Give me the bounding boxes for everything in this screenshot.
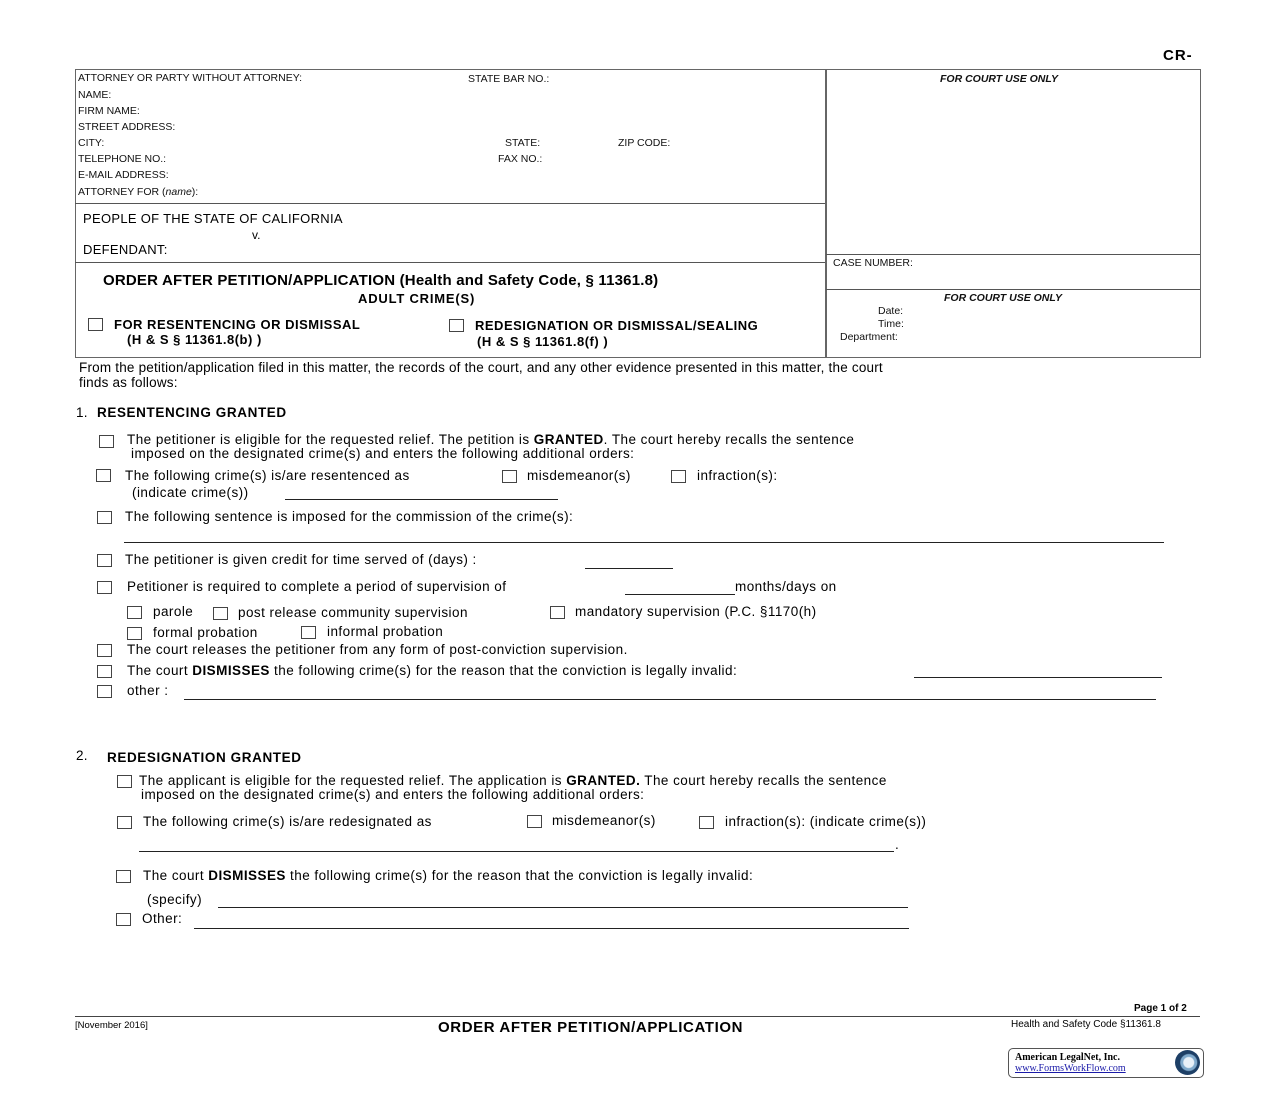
- s1-granted-checkbox[interactable]: [99, 435, 114, 448]
- s2-misdemeanor-label: misdemeanor(s): [552, 813, 656, 828]
- divider-case-number-top: [826, 254, 1200, 255]
- s1-prcs-label: post release community supervision: [238, 605, 468, 620]
- zip-code-field[interactable]: ZIP CODE:: [618, 137, 671, 149]
- email-field[interactable]: E-MAIL ADDRESS:: [78, 169, 169, 181]
- s1-indicate-crimes-input[interactable]: [285, 499, 558, 500]
- s1-misdemeanor-checkbox[interactable]: [502, 470, 517, 483]
- s2-granted-line2: imposed on the designated crime(s) and enters the following additional orders:: [141, 787, 645, 802]
- plaintiff-label: PEOPLE OF THE STATE OF CALIFORNIA: [83, 211, 343, 226]
- s1-indicate-crimes-label: (indicate crime(s)): [132, 485, 249, 500]
- s1-granted-post: . The court hereby recalls the sentence: [603, 432, 855, 447]
- case-number-field[interactable]: CASE NUMBER:: [833, 257, 913, 269]
- s1-mandatory-label: mandatory supervision (P.C. §1170(h): [575, 604, 817, 619]
- section-1-number: 1.: [76, 405, 88, 420]
- telephone-field[interactable]: TELEPHONE NO.:: [78, 153, 167, 165]
- s2-dismiss-text: [143, 868, 753, 883]
- attorney-for-field[interactable]: [78, 186, 198, 198]
- redesignation-sealing-code: (H & S § 11361.8(f) ): [477, 334, 609, 349]
- s2-redesignated-end-mark: .: [895, 837, 900, 852]
- s1-sentence-input[interactable]: [124, 542, 1164, 543]
- s1-resentenced-checkbox[interactable]: [96, 469, 111, 482]
- page-number: Page 1 of 2: [1134, 1003, 1187, 1014]
- s1-parole-label: parole: [153, 604, 194, 619]
- revision-date: [November 2016]: [75, 1020, 148, 1031]
- s2-redesignated-crimes-input[interactable]: [139, 851, 894, 852]
- s2-other-input[interactable]: [194, 928, 909, 929]
- city-field[interactable]: CITY:: [78, 137, 105, 149]
- s1-sentence-checkbox[interactable]: [97, 511, 112, 524]
- s2-granted-bold: GRANTED.: [566, 773, 641, 788]
- redesignation-sealing-checkbox[interactable]: [449, 319, 464, 332]
- american-legalnet-logo[interactable]: [1008, 1048, 1204, 1078]
- street-address-field[interactable]: STREET ADDRESS:: [78, 121, 176, 133]
- section-1-heading: RESENTENCING GRANTED: [97, 405, 287, 420]
- attorney-for-italic: name: [165, 186, 192, 198]
- attorney-for-suffix: ):: [191, 186, 199, 198]
- resentencing-dismissal-checkbox[interactable]: [88, 318, 103, 331]
- department-label: Department:: [840, 331, 898, 343]
- s1-granted-line2: imposed on the designated crime(s) and enters the following additional orders:: [131, 446, 635, 461]
- s1-dismiss-bold: DISMISSES: [192, 663, 270, 678]
- s2-specify-input[interactable]: [218, 907, 908, 908]
- s1-granted-text: [127, 432, 854, 447]
- divider-attorney-parties: [75, 203, 825, 204]
- attorney-for-prefix: ATTORNEY FOR (: [78, 186, 166, 198]
- s1-release-checkbox[interactable]: [97, 644, 112, 657]
- s1-other-input[interactable]: [184, 699, 1156, 700]
- logo-url-link[interactable]: www.FormsWorkFlow.com: [1015, 1063, 1126, 1074]
- s2-dismiss-checkbox[interactable]: [116, 870, 131, 883]
- s1-dismiss-post: the following crime(s) for the reason that the conviction is legally invalid:: [269, 663, 738, 678]
- divider-parties-title: [75, 262, 825, 263]
- resentencing-dismissal-label: FOR RESENTENCING OR DISMISSAL: [114, 317, 361, 332]
- form-title: ORDER AFTER PETITION/APPLICATION (Health and Safety Code, § 11361.8): [103, 272, 659, 289]
- s2-specify-label: (specify): [147, 892, 203, 907]
- date-label: Date:: [878, 305, 904, 317]
- redesignation-sealing-label: REDESIGNATION OR DISMISSAL/SEALING: [475, 318, 759, 333]
- s2-other-label: Other:: [142, 911, 183, 926]
- court-use-label-2: FOR COURT USE ONLY: [944, 292, 1063, 304]
- s1-dismiss-checkbox[interactable]: [97, 665, 112, 678]
- s1-other-checkbox[interactable]: [97, 685, 112, 698]
- s1-formal-probation-label: formal probation: [153, 625, 258, 640]
- s1-supervision-text: Petitioner is required to complete a period of supervision of: [127, 579, 507, 594]
- s2-redesignated-text: The following crime(s) is/are redesignated as: [143, 814, 432, 829]
- s1-release-text: The court releases the petitioner from any form of post-conviction supervision.: [127, 642, 628, 657]
- s1-formal-probation-checkbox[interactable]: [127, 627, 142, 640]
- s2-granted-pre: The applicant is eligible for the requested relief. The application is: [139, 773, 567, 788]
- versus-label: v.: [252, 228, 261, 242]
- s1-supervision-unit: months/days on: [735, 579, 837, 594]
- attorney-label: ATTORNEY OR PARTY WITHOUT ATTORNEY:: [78, 72, 303, 84]
- s1-supervision-checkbox[interactable]: [97, 581, 112, 594]
- s2-redesignated-checkbox[interactable]: [117, 816, 132, 829]
- defendant-field[interactable]: DEFENDANT:: [83, 242, 168, 257]
- logo-company: American LegalNet, Inc.: [1015, 1052, 1120, 1063]
- s1-parole-checkbox[interactable]: [127, 606, 142, 619]
- section-2-number: 2.: [76, 748, 88, 763]
- s1-sentence-text: The following sentence is imposed for the commission of the crime(s):: [125, 509, 574, 524]
- court-use-label: FOR COURT USE ONLY: [940, 73, 1059, 85]
- s1-dismiss-input[interactable]: [914, 677, 1162, 678]
- s1-misdemeanor-label: misdemeanor(s): [527, 468, 631, 483]
- state-field[interactable]: STATE:: [505, 137, 541, 149]
- time-label: Time:: [878, 318, 904, 330]
- name-field[interactable]: NAME:: [78, 89, 112, 101]
- s2-granted-post: The court hereby recalls the sentence: [640, 773, 887, 788]
- s1-credit-checkbox[interactable]: [97, 554, 112, 567]
- s1-credit-text: The petitioner is given credit for time served of (days) :: [125, 552, 477, 567]
- s1-resentenced-text: The following crime(s) is/are resentenced as: [125, 468, 410, 483]
- s1-infraction-checkbox[interactable]: [671, 470, 686, 483]
- s2-infraction-checkbox[interactable]: [699, 816, 714, 829]
- s1-dismiss-text: [127, 663, 737, 678]
- firm-name-field[interactable]: FIRM NAME:: [78, 105, 140, 117]
- s2-dismiss-pre: The court: [143, 868, 209, 883]
- s1-dismiss-pre: The court: [127, 663, 193, 678]
- divider-case-number-bottom: [826, 289, 1200, 290]
- s1-prcs-checkbox[interactable]: [213, 607, 228, 620]
- footer-rule: [75, 1016, 1200, 1017]
- s2-other-checkbox[interactable]: [116, 913, 131, 926]
- s2-dismiss-bold: DISMISSES: [208, 868, 286, 883]
- fax-field[interactable]: FAX NO.:: [498, 153, 543, 165]
- s1-granted-pre: The petitioner is eligible for the requested relief. The petition is: [127, 432, 534, 447]
- s1-infraction-label: infraction(s):: [697, 468, 778, 483]
- state-bar-label: STATE BAR NO.:: [468, 73, 550, 85]
- s2-dismiss-post: the following crime(s) for the reason that the conviction is legally invalid:: [285, 868, 754, 883]
- s1-credit-days-input[interactable]: [585, 568, 673, 569]
- s1-granted-bold: GRANTED: [533, 432, 604, 447]
- s1-informal-probation-label: informal probation: [327, 624, 444, 639]
- globe-icon: [1175, 1050, 1200, 1075]
- intro-line-1: From the petition/application filed in this matter, the records of the court, and any other evidence presented in this matter, the court: [79, 360, 883, 375]
- s1-other-label: other :: [127, 683, 169, 698]
- form-subtitle: ADULT CRIME(S): [358, 291, 476, 306]
- s2-misdemeanor-checkbox[interactable]: [527, 815, 542, 828]
- s2-granted-text: [139, 773, 887, 788]
- intro-line-2: finds as follows:: [79, 375, 178, 390]
- form-id: CR-: [1163, 47, 1193, 64]
- s1-informal-probation-checkbox[interactable]: [301, 626, 316, 639]
- s1-supervision-period-input[interactable]: [625, 594, 735, 595]
- footer-code: Health and Safety Code §11361.8: [1011, 1019, 1161, 1030]
- section-2-heading: REDESIGNATION GRANTED: [107, 750, 302, 765]
- resentencing-dismissal-code: (H & S § 11361.8(b) ): [127, 332, 262, 347]
- footer-title: ORDER AFTER PETITION/APPLICATION: [438, 1019, 744, 1036]
- s1-mandatory-checkbox[interactable]: [550, 606, 565, 619]
- s2-infraction-label: infraction(s): (indicate crime(s)): [725, 814, 927, 829]
- s2-granted-checkbox[interactable]: [117, 775, 132, 788]
